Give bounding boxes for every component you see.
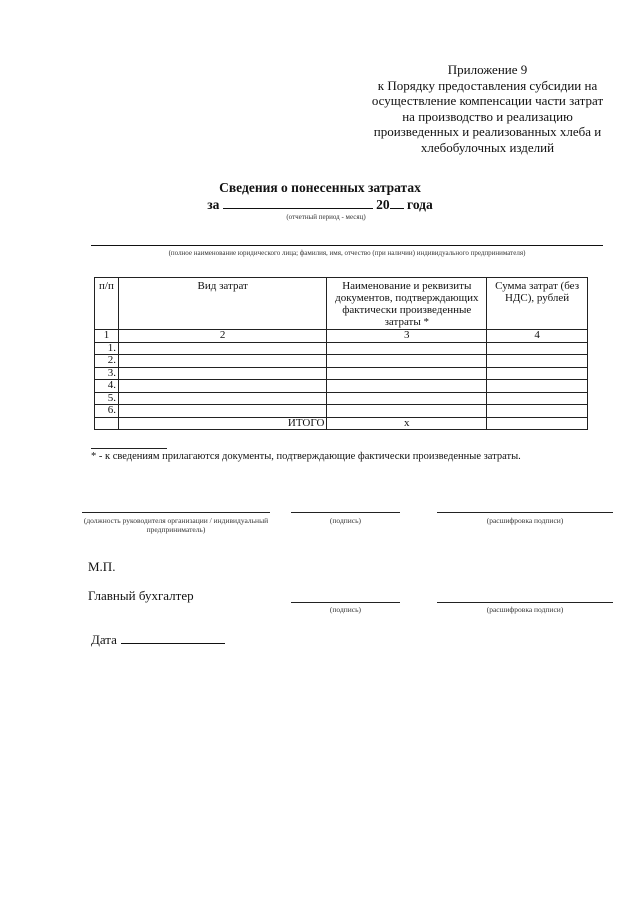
header-line: осуществление компенсации части затрат	[371, 93, 604, 108]
date-label: Дата	[91, 632, 117, 647]
header-cost-type: Вид затрат	[118, 278, 326, 330]
table-row	[95, 367, 588, 380]
header-line: к Порядку предоставления субсидии на	[377, 77, 598, 93]
column-number-row	[95, 330, 588, 343]
chief-signature-caption: (подпись)	[329, 605, 362, 614]
footnote: * - к сведениям прилагаются документы, подтверждающие фактически произведенные затраты.	[91, 451, 521, 462]
row-number: 6.	[95, 405, 119, 418]
total-row	[95, 417, 588, 430]
column-number: 1	[95, 330, 119, 343]
cell-sum[interactable]	[487, 392, 588, 405]
row-number: 4.	[95, 380, 119, 393]
table-row	[95, 405, 588, 418]
cell-sum[interactable]	[487, 380, 588, 393]
row-number: 3.	[95, 367, 119, 380]
total-sum-cell[interactable]	[487, 417, 588, 430]
cell-cost-type[interactable]	[118, 367, 326, 380]
manager-decode-field[interactable]	[437, 512, 613, 513]
cell-sum[interactable]	[487, 342, 588, 355]
org-name-caption: (полное наименование юридического лица; фамилия, имя, отчество (при наличии) индивидуального предпринимателя)	[168, 249, 526, 257]
table-row	[95, 380, 588, 393]
cell-sum[interactable]	[487, 355, 588, 368]
period-line	[0, 197, 640, 213]
total-empty-cell	[95, 417, 119, 430]
cell-documents[interactable]	[327, 405, 487, 418]
period-caption: (отчетный период - месяц)	[286, 213, 366, 221]
manager-signature-field[interactable]	[291, 512, 400, 513]
cell-cost-type[interactable]	[118, 380, 326, 393]
period-month-field[interactable]	[223, 197, 373, 209]
cell-cost-type[interactable]	[118, 392, 326, 405]
cell-documents[interactable]	[327, 367, 487, 380]
chief-accountant-label: Главный бухгалтер	[88, 588, 194, 603]
row-number: 5.	[95, 392, 119, 405]
header-num: п/п	[95, 278, 119, 330]
org-name-field[interactable]	[91, 245, 603, 246]
manager-signature-caption: (подпись)	[329, 516, 362, 525]
chief-decode-field[interactable]	[437, 602, 613, 603]
period-year-suffix: года	[407, 197, 433, 212]
chief-signature-field[interactable]	[291, 602, 400, 603]
cell-cost-type[interactable]	[118, 342, 326, 355]
footnote-divider	[91, 448, 167, 449]
date-line	[91, 632, 225, 648]
cell-documents[interactable]	[327, 392, 487, 405]
cell-sum[interactable]	[487, 405, 588, 418]
header-sum: Сумма затрат (без НДС), рублей	[487, 278, 588, 330]
row-number: 2.	[95, 355, 119, 368]
table-row	[95, 342, 588, 355]
header-line: Приложение 9	[447, 62, 528, 77]
period-prefix: за	[207, 197, 220, 212]
cell-cost-type[interactable]	[118, 405, 326, 418]
period-year-field[interactable]	[390, 197, 404, 209]
cell-sum[interactable]	[487, 367, 588, 380]
table-row	[95, 355, 588, 368]
cell-documents[interactable]	[327, 342, 487, 355]
total-mark: х	[327, 417, 487, 430]
costs-table	[94, 277, 588, 430]
header-documents: Наименование и реквизиты документов, подтверждающих фактически произведенные затраты *	[327, 278, 487, 330]
column-number: 3	[327, 330, 487, 343]
header-line: на производство и реализацию	[402, 108, 573, 124]
cell-cost-type[interactable]	[118, 355, 326, 368]
chief-decode-caption: (расшифровка подписи)	[486, 605, 564, 614]
seal-mark: М.П.	[88, 559, 116, 574]
row-number: 1.	[95, 342, 119, 355]
table-header-row	[95, 278, 588, 330]
column-number: 4	[487, 330, 588, 343]
manager-position-field[interactable]	[82, 512, 270, 513]
period-year-prefix: 20	[376, 197, 390, 212]
attachment-header	[360, 62, 615, 155]
cell-documents[interactable]	[327, 380, 487, 393]
document-title: Сведения о понесенных затратах	[219, 180, 421, 195]
column-number: 2	[118, 330, 326, 343]
header-line: хлебобулочных изделий	[420, 139, 555, 155]
cell-documents[interactable]	[327, 355, 487, 368]
manager-position-caption: (должность руководителя организации / индивидуальный предприниматель)	[83, 516, 269, 534]
date-field[interactable]	[121, 632, 225, 644]
manager-decode-caption: (расшифровка подписи)	[486, 516, 564, 525]
table-row	[95, 392, 588, 405]
total-label: ИТОГО	[118, 417, 326, 430]
header-line: произведенных и реализованных хлеба и	[373, 124, 602, 139]
